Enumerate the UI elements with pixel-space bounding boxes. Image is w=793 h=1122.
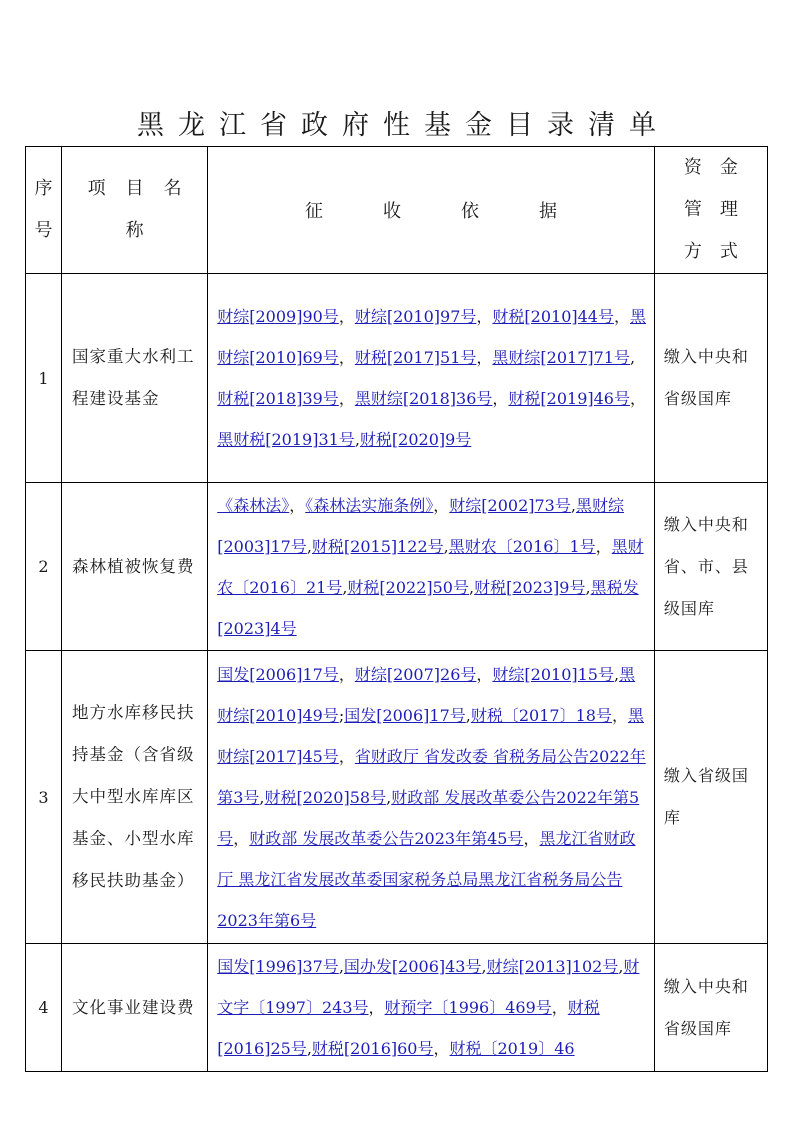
table-row xyxy=(26,651,768,944)
basis-document-link[interactable]: 国发[1996]37号 xyxy=(217,957,339,976)
basis-separator: ， xyxy=(433,495,450,515)
row-fund-management: 缴入中央和省级国库 xyxy=(654,274,767,483)
row-collection-basis xyxy=(208,483,655,651)
table-row xyxy=(26,274,768,483)
basis-document-link[interactable]: 黑财综[2017]71号 xyxy=(492,348,630,367)
basis-separator: ， xyxy=(630,389,647,408)
basis-document-link[interactable]: 财税[2022]50号 xyxy=(347,577,469,597)
basis-document-link[interactable]: 黑财综[2017]45号 xyxy=(217,705,644,766)
basis-separator: ， xyxy=(338,348,355,367)
basis-document-link[interactable]: 财综[2009]90号 xyxy=(217,307,339,326)
basis-separator: , xyxy=(342,577,348,597)
basis-document-link[interactable]: 黑财农〔2016〕21号 xyxy=(217,536,644,597)
basis-separator: , xyxy=(443,536,449,556)
basis-document-link[interactable]: 财税[2019]46号 xyxy=(508,389,630,408)
table-row xyxy=(26,944,768,1072)
basis-separator: , xyxy=(614,664,620,684)
row-seq: 4 xyxy=(26,944,62,1072)
basis-separator: , xyxy=(306,1039,312,1058)
header-basis: 征收依据 xyxy=(208,147,655,274)
basis-separator: , xyxy=(465,705,471,725)
basis-separator: ， xyxy=(338,307,355,326)
basis-document-link[interactable]: 财税〔2019〕46 xyxy=(449,1039,575,1058)
basis-document-link[interactable]: 国发[2006]17号 xyxy=(344,705,466,725)
basis-separator: ， xyxy=(492,389,509,408)
basis-separator: , xyxy=(386,787,392,807)
basis-separator: ， xyxy=(338,746,355,766)
basis-separator: , xyxy=(306,536,312,556)
basis-document-link[interactable]: 财综[2002]73号 xyxy=(449,495,571,515)
row-project-name: 地方水库移民扶持基金（含省级大中型水库库区基金、小型水库移民扶助基金） xyxy=(62,651,208,944)
basis-separator: ， xyxy=(611,705,628,725)
table-row xyxy=(26,483,768,651)
row-collection-basis xyxy=(208,651,655,944)
header-mgmt: 资金管理方式 xyxy=(654,147,767,274)
basis-document-link[interactable]: 财文字〔1997〕243号 xyxy=(217,957,640,1017)
basis-document-link[interactable]: 国办发[2006]43号 xyxy=(343,957,482,976)
basis-document-link[interactable]: 财税[2020]9号 xyxy=(359,430,472,449)
basis-separator: , xyxy=(481,957,487,976)
row-seq: 1 xyxy=(26,274,62,483)
row-project-name: 国家重大水利工程建设基金 xyxy=(62,274,208,483)
basis-document-link[interactable]: 财综[2013]102号 xyxy=(486,957,619,976)
row-collection-basis xyxy=(208,944,655,1072)
basis-document-link[interactable]: 国发[2006]17号 xyxy=(217,664,339,684)
basis-separator: ， xyxy=(233,828,250,848)
basis-document-link[interactable]: 黑财综[2010]49号 xyxy=(217,664,636,725)
header-name: 项目名称 xyxy=(62,147,208,274)
basis-document-link[interactable]: 黑财税[2019]31号 xyxy=(217,430,355,449)
basis-document-link[interactable]: 黑财综[2018]36号 xyxy=(354,389,493,408)
basis-document-link[interactable]: 财税[2015]122号 xyxy=(311,536,444,556)
header-seq: 序号 xyxy=(26,147,62,274)
basis-document-link[interactable]: 黑财农〔2016〕1号 xyxy=(448,536,596,556)
row-seq: 2 xyxy=(26,483,62,651)
row-collection-basis xyxy=(208,274,655,483)
basis-separator: ， xyxy=(368,998,385,1017)
basis-separator: , xyxy=(338,957,344,976)
basis-separator: , xyxy=(585,577,591,597)
basis-document-link[interactable]: 财综[2010]97号 xyxy=(354,307,477,326)
basis-document-link[interactable]: 《森林法》 xyxy=(217,495,290,515)
basis-document-link[interactable]: 财税[2016]60号 xyxy=(311,1039,434,1058)
basis-document-link[interactable]: 财税[2020]58号 xyxy=(264,787,387,807)
basis-separator: ， xyxy=(338,664,355,684)
basis-document-link[interactable]: 财预字〔1996〕469号 xyxy=(384,998,552,1017)
basis-separator: ， xyxy=(595,536,612,556)
fund-catalog-table xyxy=(25,146,768,1072)
basis-document-link[interactable]: 财综[2010]15号 xyxy=(492,664,614,684)
basis-document-link[interactable]: 财税[2018]39号 xyxy=(217,389,339,408)
basis-separator: ， xyxy=(476,348,493,367)
basis-separator: ， xyxy=(551,998,568,1017)
basis-separator: ， xyxy=(289,495,306,515)
basis-separator: ; xyxy=(338,705,345,725)
basis-separator: , xyxy=(259,787,265,807)
row-seq: 3 xyxy=(26,651,62,944)
basis-document-link[interactable]: 财税[2016]25号 xyxy=(217,998,600,1058)
basis-document-link[interactable]: 《森林法实施条例》 xyxy=(305,495,434,515)
basis-document-link[interactable]: 省财政厅 省发改委 省税务局公告2022年第3号 xyxy=(217,746,646,807)
basis-document-link[interactable]: 财政部 发展改革委公告2022年第5号 xyxy=(217,787,640,848)
row-project-name: 文化事业建设费 xyxy=(62,944,208,1072)
basis-document-link[interactable]: 财税[2023]9号 xyxy=(474,577,586,597)
basis-separator: , xyxy=(630,348,636,367)
basis-separator: , xyxy=(570,495,576,515)
basis-document-link[interactable]: 财政部 发展改革委公告2023年第45号 xyxy=(249,828,524,848)
row-fund-management: 缴入中央和省级国库 xyxy=(654,944,767,1072)
basis-separator: ， xyxy=(338,389,355,408)
basis-document-link[interactable]: 财税[2017]51号 xyxy=(354,348,477,367)
basis-separator: , xyxy=(618,957,624,976)
basis-document-link[interactable]: 财税[2010]44号 xyxy=(492,307,614,326)
table-header-row xyxy=(26,147,768,274)
basis-separator: ， xyxy=(523,828,540,848)
row-project-name: 森林植被恢复费 xyxy=(62,483,208,651)
row-fund-management: 缴入中央和省、市、县级国库 xyxy=(654,483,767,651)
basis-document-link[interactable]: 黑龙江省财政厅 黑龙江省发展改革委国家税务总局黑龙江省税务局公告2023年第6号 xyxy=(217,828,636,930)
basis-document-link[interactable]: 财综[2007]26号 xyxy=(354,664,477,684)
basis-separator: ， xyxy=(433,1039,450,1058)
basis-separator: ， xyxy=(476,664,493,684)
basis-separator: , xyxy=(354,430,360,449)
basis-document-link[interactable]: 黑税发[2023]4号 xyxy=(217,577,639,638)
basis-separator: ， xyxy=(614,307,631,326)
row-fund-management: 缴入省级国库 xyxy=(654,651,767,944)
basis-separator: , xyxy=(469,577,475,597)
basis-document-link[interactable]: 黑财综[2003]17号 xyxy=(217,495,624,556)
basis-document-link[interactable]: 黑财综[2010]69号 xyxy=(217,307,647,367)
document-title: 黑龙江省政府性基金目录清单 xyxy=(137,110,670,141)
basis-document-link[interactable]: 财税〔2017〕18号 xyxy=(470,705,612,725)
basis-separator: ， xyxy=(476,307,493,326)
